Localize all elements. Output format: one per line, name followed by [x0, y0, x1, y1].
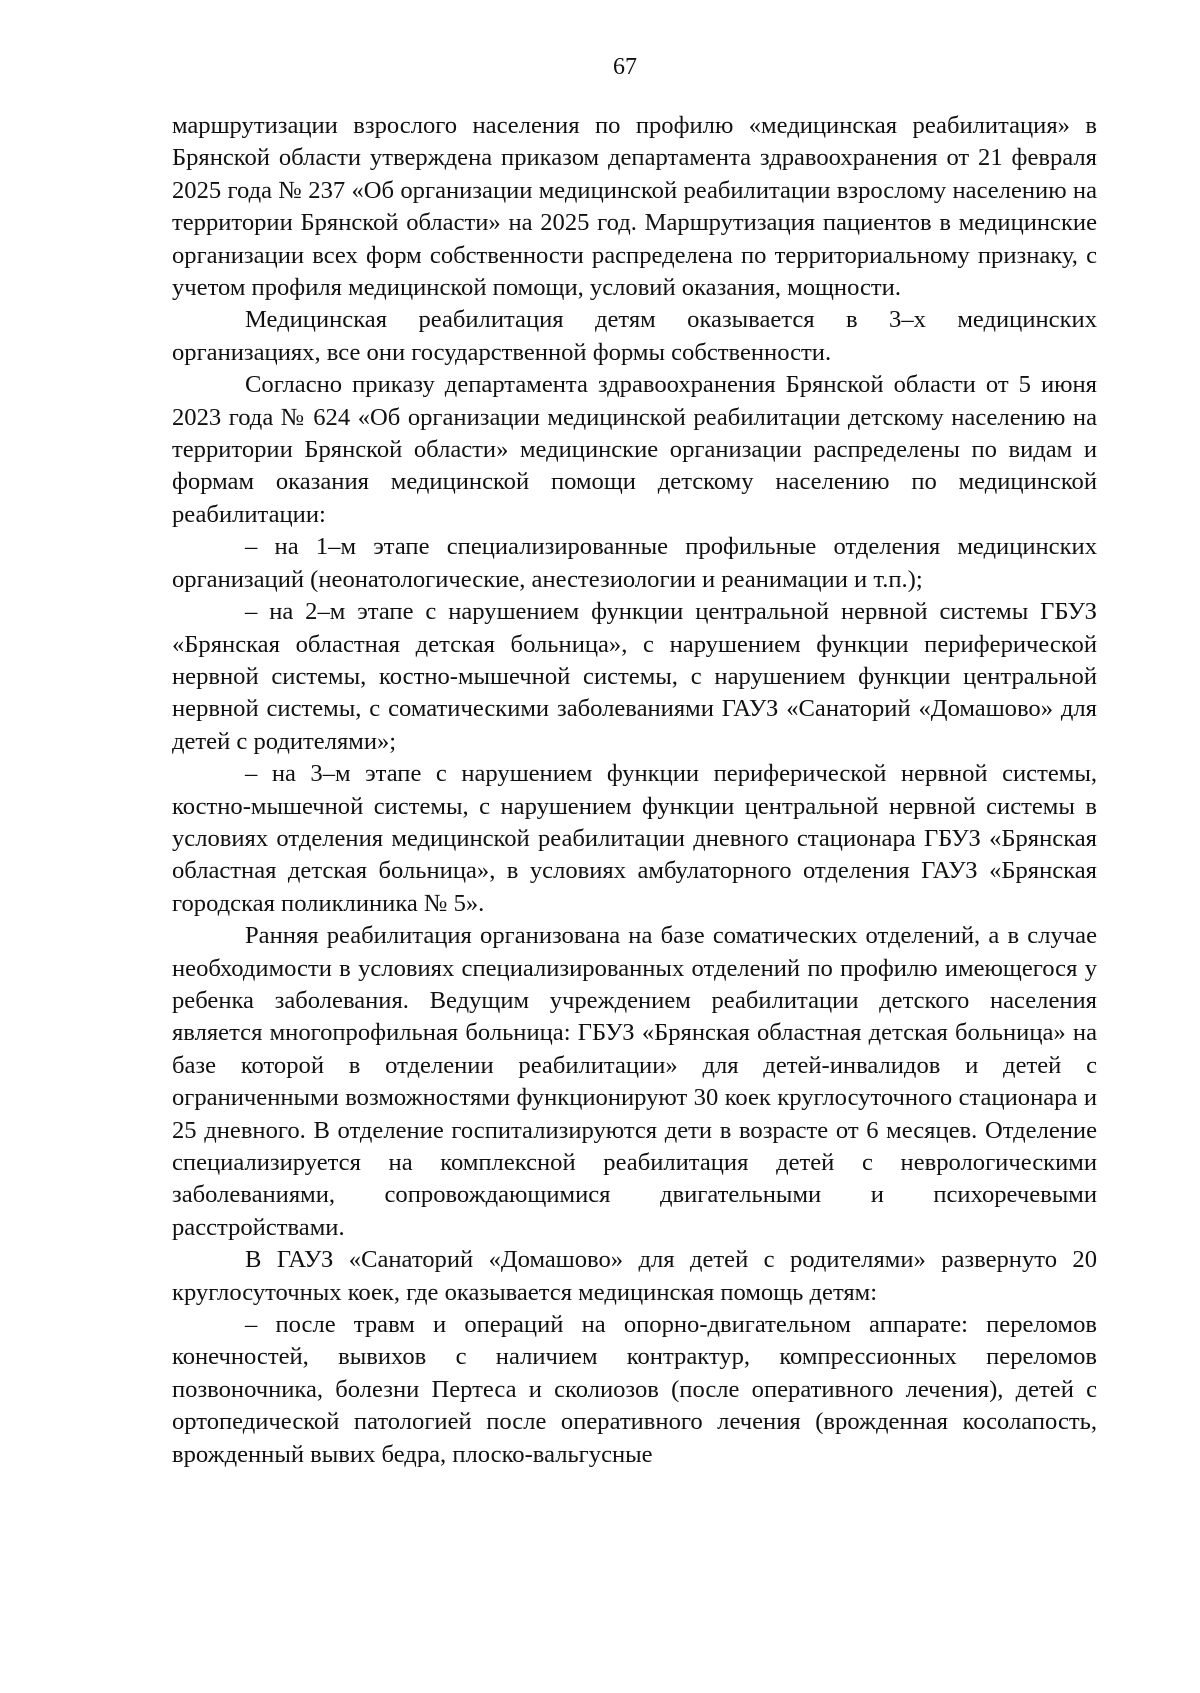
- paragraph-sanatorium: В ГАУЗ «Санаторий «Домашово» для детей с родителями» развернуто 20 круглосуточных коек, где оказывается медицинская помощь детям:: [172, 1246, 1097, 1306]
- page-number: 67: [613, 54, 637, 80]
- list-item-stage-2: – на 2–м этапе с нарушением функции центральной нервной системы ГБУЗ «Брянская областная детская больница», с нарушением функции периферической нервной системы, костно-мышечной системы, с нарушением функции центральной нервной системы, с соматическими заболеваниями ГАУЗ «Санаторий «Домашово» для детей с родителями»;: [172, 598, 1097, 755]
- paragraph-order-624: Согласно приказу департамента здравоохранения Брянской области от 5 июня 2023 года № 624 «Об организации медицинской реабилитации детскому населению на территории Брянской области» медицинские организации распределены по видам и формам оказания медицинской помощи детскому населению по медицинской реабилитации:: [172, 371, 1097, 528]
- paragraph-continuation: маршрутизации взрослого населения по профилю «медицинская реабилитация» в Брянской области утверждена приказом департамента здравоохранения от 21 февраля 2025 года № 237 «Об организации медицинской реабилитации взрослому населению на территории Брянской области» на 2025 год. Маршрутизация пациентов в медицинские организации всех форм собственности распределена по территориальному признаку, с учетом профиля медицинской помощи, условий оказания, мощности.: [172, 112, 1097, 302]
- list-item-stage-3: – на 3–м этапе с нарушением функции периферической нервной системы, костно-мышечной системы, с нарушением функции центральной нервной системы в условиях отделения медицинской реабилитации дневного стационара ГБУЗ «Брянская областная детская больница», в условиях амбулаторного отделения ГАУЗ «Брянская городская поликлиника № 5».: [172, 760, 1097, 917]
- list-item-after-trauma: – после травм и операций на опорно-двигательном аппарате: переломов конечностей, вывихов с наличием контрактур, компрессионных переломов позвоночника, болезни Пертеса и сколиозов (после оперативного лечения), детей с ортопедической патологией после оперативного лечения (врожденная косолапость, врожденный вывих бедра, плоско-вальгусные: [172, 1311, 1097, 1468]
- paragraph-rehab-children: Медицинская реабилитация детям оказывается в 3–х медицинских организациях, все они государственной формы собственности.: [172, 306, 1097, 366]
- document-body: [172, 110, 1097, 1471]
- paragraph-early-rehab: Ранняя реабилитация организована на базе соматических отделений, а в случае необходимости в условиях специализированных отделений по профилю имеющегося у ребенка заболевания. Ведущим учреждением реабилитации детского населения является многопрофильная больница: ГБУЗ «Брянская областная детская больница» на базе которой в отделении реабилитации» для детей-инвалидов и детей с ограниченными возможностями функционируют 30 коек круглосуточного стационара и 25 дневного. В отделение госпитализируются дети в возрасте от 6 месяцев. Отделение специализируется на комплексной реабилитация детей с неврологическими заболеваниями, сопровождающимися двигательными и психоречевыми расстройствами.: [172, 922, 1097, 1241]
- list-item-stage-1: – на 1–м этапе специализированные профильные отделения медицинских организаций (неонатологические, анестезиологии и реанимации и т.п.);: [172, 533, 1097, 593]
